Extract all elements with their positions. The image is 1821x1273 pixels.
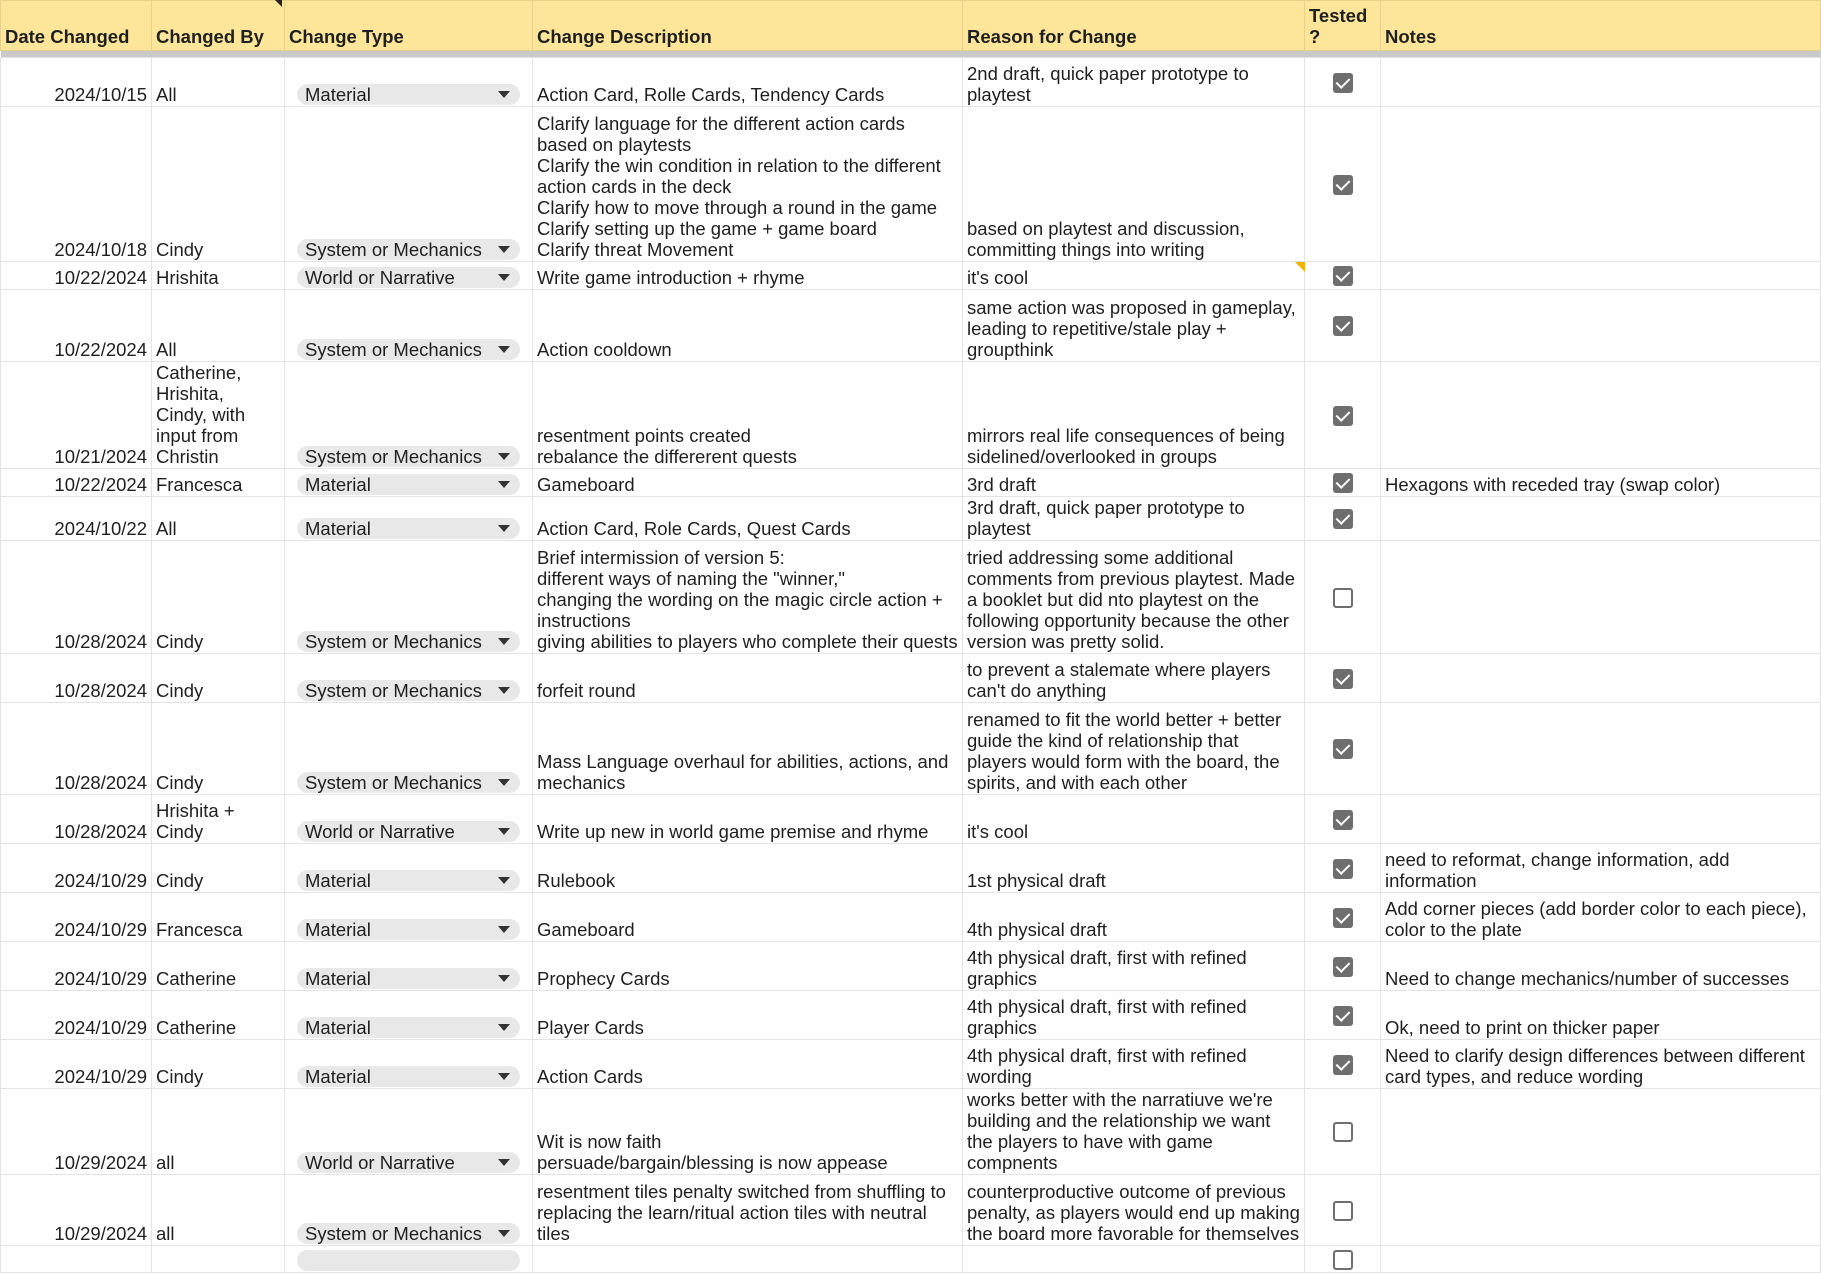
change-type-cell[interactable] xyxy=(285,107,533,262)
reason-for-change-cell[interactable]: 4th physical draft xyxy=(963,893,1305,942)
table-row xyxy=(1,991,1821,1040)
checked-checkbox[interactable] xyxy=(1333,1055,1353,1075)
notes-cell[interactable]: Hexagons with receded tray (swap color) xyxy=(1381,469,1821,497)
change-type-dropdown[interactable] xyxy=(297,968,520,989)
changed-by-cell[interactable]: Cindy xyxy=(152,654,285,703)
change-type-dropdown[interactable] xyxy=(297,1152,520,1173)
change-description-cell[interactable]: Wit is now faith persuade/bargain/blessing is now appease xyxy=(533,1089,963,1175)
date-changed-cell[interactable]: 10/28/2024 xyxy=(1,654,152,703)
header-reason-for-change[interactable]: Reason for Change xyxy=(963,1,1305,51)
date-changed-cell[interactable]: 10/29/2024 xyxy=(1,1175,152,1246)
checked-checkbox[interactable] xyxy=(1333,739,1353,759)
notes-cell[interactable] xyxy=(1381,290,1821,362)
notes-cell[interactable] xyxy=(1381,107,1821,262)
changed-by-cell[interactable]: Francesca xyxy=(152,469,285,497)
tested-cell[interactable] xyxy=(1305,893,1381,942)
table-row xyxy=(1,1089,1821,1175)
change-type-cell[interactable] xyxy=(285,1089,533,1175)
header-change-description[interactable]: Change Description xyxy=(533,1,963,51)
table-row xyxy=(1,795,1821,844)
dropdown-caret-icon[interactable] xyxy=(498,975,510,982)
change-type-value: Material xyxy=(305,1017,371,1038)
checked-checkbox[interactable] xyxy=(1333,509,1353,529)
notes-cell[interactable]: Need to clarify design differences between different card types, and reduce wording xyxy=(1381,1040,1821,1089)
changed-by-cell[interactable]: Cindy xyxy=(152,1040,285,1089)
notes-cell[interactable]: Need to change mechanics/number of successes xyxy=(1381,942,1821,991)
change-type-value: System or Mechanics xyxy=(305,1223,482,1244)
change-description-cell[interactable]: Prophecy Cards xyxy=(533,942,963,991)
tested-cell[interactable] xyxy=(1305,497,1381,541)
change-type-dropdown[interactable] xyxy=(297,680,520,701)
reason-for-change-cell[interactable]: 1st physical draft xyxy=(963,844,1305,893)
change-type-dropdown[interactable] xyxy=(297,267,520,288)
date-changed-cell[interactable]: 10/22/2024 xyxy=(1,262,152,290)
change-type-cell[interactable] xyxy=(285,262,533,290)
change-type-value: System or Mechanics xyxy=(305,680,482,701)
unchecked-checkbox[interactable] xyxy=(1333,1250,1353,1270)
tested-cell[interactable] xyxy=(1305,1089,1381,1175)
change-description-cell[interactable]: Write game introduction + rhyme xyxy=(533,262,963,290)
change-description-cell[interactable]: resentment tiles penalty switched from shuffling to replacing the learn/ritual action tiles with neutral tiles xyxy=(533,1175,963,1246)
change-description-cell[interactable]: Action Card, Rolle Cards, Tendency Cards xyxy=(533,58,963,107)
reason-for-change-cell[interactable]: 3rd draft xyxy=(963,469,1305,497)
dropdown-caret-icon[interactable] xyxy=(498,481,510,488)
changed-by-cell[interactable]: Hrishita + Cindy xyxy=(152,795,285,844)
empty-cell[interactable] xyxy=(1,1246,152,1273)
table-row xyxy=(1,262,1821,290)
cell-comment-indicator-icon xyxy=(1295,262,1305,272)
notes-cell[interactable] xyxy=(1381,654,1821,703)
changed-by-cell[interactable]: Catherine xyxy=(152,942,285,991)
empty-cell[interactable] xyxy=(963,1246,1305,1273)
header-change-type[interactable]: Change Type xyxy=(285,1,533,51)
tested-cell[interactable] xyxy=(1305,844,1381,893)
date-changed-cell[interactable]: 2024/10/29 xyxy=(1,1040,152,1089)
change-type-cell[interactable] xyxy=(285,1040,533,1089)
change-type-cell[interactable] xyxy=(285,58,533,107)
checked-checkbox[interactable] xyxy=(1333,266,1353,286)
checked-checkbox[interactable] xyxy=(1333,908,1353,928)
change-type-value: Material xyxy=(305,474,371,495)
change-description-cell[interactable]: forfeit round xyxy=(533,654,963,703)
change-type-value: Material xyxy=(305,968,371,989)
dropdown-caret-icon[interactable] xyxy=(498,877,510,884)
tested-cell[interactable] xyxy=(1305,541,1381,654)
tested-cell[interactable] xyxy=(1305,107,1381,262)
changed-by-cell[interactable]: Cindy xyxy=(152,541,285,654)
changed-by-cell[interactable]: Cindy xyxy=(152,844,285,893)
change-description-cell[interactable]: Action Card, Role Cards, Quest Cards xyxy=(533,497,963,541)
table-row xyxy=(1,58,1821,107)
table-row xyxy=(1,1175,1821,1246)
empty-cell[interactable] xyxy=(152,1246,285,1273)
tested-cell[interactable] xyxy=(1305,991,1381,1040)
change-type-cell[interactable] xyxy=(285,654,533,703)
table-row-partial xyxy=(1,1246,1821,1273)
tested-cell[interactable] xyxy=(1305,1175,1381,1246)
change-description-cell[interactable]: Rulebook xyxy=(533,844,963,893)
change-type-dropdown[interactable] xyxy=(297,631,520,652)
notes-cell[interactable]: need to reformat, change information, add information xyxy=(1381,844,1821,893)
change-type-dropdown[interactable] xyxy=(297,518,520,539)
dropdown-caret-icon[interactable] xyxy=(498,1024,510,1031)
table-row xyxy=(1,290,1821,362)
change-type-value: Material xyxy=(305,84,371,105)
date-changed-cell[interactable]: 10/28/2024 xyxy=(1,703,152,795)
reason-for-change-cell[interactable]: tried addressing some additional comments from previous playtest. Made a booklet but did nto playtest on the following opportunity because the other version was pretty solid. xyxy=(963,541,1305,654)
header-date-changed[interactable]: Date Changed xyxy=(1,1,152,51)
notes-cell[interactable]: Ok, need to print on thicker paper xyxy=(1381,991,1821,1040)
dropdown-caret-icon[interactable] xyxy=(498,246,510,253)
table-row xyxy=(1,107,1821,262)
date-changed-cell[interactable]: 10/22/2024 xyxy=(1,469,152,497)
tested-cell[interactable] xyxy=(1305,469,1381,497)
dropdown-caret-icon[interactable] xyxy=(498,926,510,933)
change-type-cell[interactable] xyxy=(285,497,533,541)
change-description-cell[interactable]: Gameboard xyxy=(533,469,963,497)
change-type-value: Material xyxy=(305,1066,371,1087)
checked-checkbox[interactable] xyxy=(1333,316,1353,336)
change-type-dropdown[interactable] xyxy=(297,1250,520,1271)
checked-checkbox[interactable] xyxy=(1333,73,1353,93)
changed-by-cell[interactable]: All xyxy=(152,58,285,107)
tested-cell[interactable] xyxy=(1305,58,1381,107)
dropdown-caret-icon[interactable] xyxy=(498,638,510,645)
checked-checkbox[interactable] xyxy=(1333,175,1353,195)
notes-cell[interactable] xyxy=(1381,1089,1821,1175)
dropdown-caret-icon[interactable] xyxy=(498,91,510,98)
changed-by-cell[interactable]: All xyxy=(152,290,285,362)
changed-by-cell[interactable]: Francesca xyxy=(152,893,285,942)
reason-for-change-cell[interactable]: it's cool xyxy=(963,262,1305,290)
changed-by-cell[interactable]: Catherine, Hrishita, Cindy, with input from Christin xyxy=(152,362,285,469)
change-description-cell[interactable]: Action Cards xyxy=(533,1040,963,1089)
tested-cell[interactable] xyxy=(1305,942,1381,991)
table-row xyxy=(1,654,1821,703)
reason-for-change-cell[interactable]: mirrors real life consequences of being sidelined/overlooked in groups xyxy=(963,362,1305,469)
change-type-value: Material xyxy=(305,518,371,539)
change-type-cell[interactable] xyxy=(285,942,533,991)
date-changed-cell[interactable]: 2024/10/15 xyxy=(1,58,152,107)
change-type-dropdown[interactable] xyxy=(297,339,520,360)
date-changed-cell[interactable]: 10/22/2024 xyxy=(1,290,152,362)
change-description-cell[interactable]: Gameboard xyxy=(533,893,963,942)
tested-cell[interactable] xyxy=(1305,703,1381,795)
checked-checkbox[interactable] xyxy=(1333,1006,1353,1026)
date-changed-cell[interactable]: 2024/10/29 xyxy=(1,942,152,991)
header-tested[interactable]: Tested ? xyxy=(1305,1,1381,51)
changed-by-cell[interactable]: all xyxy=(152,1089,285,1175)
checked-checkbox[interactable] xyxy=(1333,810,1353,830)
notes-cell[interactable] xyxy=(1381,362,1821,469)
checked-checkbox[interactable] xyxy=(1333,473,1353,493)
change-type-dropdown[interactable] xyxy=(297,1223,520,1244)
header-changed-by[interactable]: Changed By xyxy=(152,1,285,51)
reason-for-change-cell[interactable]: based on playtest and discussion, committing things into writing xyxy=(963,107,1305,262)
change-description-cell[interactable]: Clarify language for the different action cards based on playtests Clarify the win condition in relation to the different action cards in the deck Clarify how to move through a round in the game Clarify setting up the game + game board Clarify threat Movement xyxy=(533,107,963,262)
dropdown-caret-icon[interactable] xyxy=(498,828,510,835)
notes-cell[interactable] xyxy=(1381,795,1821,844)
change-type-cell[interactable] xyxy=(285,290,533,362)
tested-cell[interactable] xyxy=(1305,362,1381,469)
reason-for-change-cell[interactable]: it's cool xyxy=(963,795,1305,844)
change-type-cell[interactable] xyxy=(285,1175,533,1246)
change-description-cell[interactable]: Brief intermission of version 5: different ways of naming the "winner," changing the wording on the magic circle action + instructions giving abilities to players who complete their quests xyxy=(533,541,963,654)
change-type-cell[interactable] xyxy=(285,541,533,654)
table-row xyxy=(1,942,1821,991)
changed-by-cell[interactable]: All xyxy=(152,497,285,541)
change-description-cell[interactable]: Action cooldown xyxy=(533,290,963,362)
date-changed-cell[interactable]: 10/28/2024 xyxy=(1,795,152,844)
change-type-cell[interactable] xyxy=(285,362,533,469)
change-type-value: System or Mechanics xyxy=(305,772,482,793)
change-type-dropdown[interactable] xyxy=(297,870,520,891)
notes-cell[interactable] xyxy=(1381,497,1821,541)
empty-cell[interactable] xyxy=(1305,1246,1381,1273)
dropdown-caret-icon[interactable] xyxy=(498,779,510,786)
checked-checkbox[interactable] xyxy=(1333,957,1353,977)
table-row xyxy=(1,362,1821,469)
reason-for-change-cell[interactable]: renamed to fit the world better + better guide the kind of relationship that players would form with the board, the spirits, and with each other xyxy=(963,703,1305,795)
date-changed-cell[interactable]: 2024/10/18 xyxy=(1,107,152,262)
reason-for-change-cell[interactable]: counterproductive outcome of previous penalty, as players would end up making the board more favorable for themselves xyxy=(963,1175,1305,1246)
change-type-dropdown[interactable] xyxy=(297,919,520,940)
notes-cell[interactable] xyxy=(1381,703,1821,795)
header-notes[interactable]: Notes xyxy=(1381,1,1821,51)
date-changed-cell[interactable]: 2024/10/29 xyxy=(1,844,152,893)
change-description-cell[interactable]: Write up new in world game premise and rhyme xyxy=(533,795,963,844)
change-type-value: World or Narrative xyxy=(305,1152,455,1173)
unchecked-checkbox[interactable] xyxy=(1333,1122,1353,1142)
unchecked-checkbox[interactable] xyxy=(1333,1201,1353,1221)
change-type-value: Material xyxy=(305,919,371,940)
table-row xyxy=(1,844,1821,893)
change-type-value: System or Mechanics xyxy=(305,239,482,260)
date-changed-cell[interactable]: 2024/10/29 xyxy=(1,893,152,942)
date-changed-cell[interactable]: 10/29/2024 xyxy=(1,1089,152,1175)
date-changed-cell[interactable]: 2024/10/22 xyxy=(1,497,152,541)
table-row xyxy=(1,469,1821,497)
changed-by-cell[interactable]: Cindy xyxy=(152,703,285,795)
changed-by-cell[interactable]: Hrishita xyxy=(152,262,285,290)
change-type-cell[interactable] xyxy=(285,893,533,942)
table-row xyxy=(1,893,1821,942)
tested-cell[interactable] xyxy=(1305,262,1381,290)
table-row xyxy=(1,497,1821,541)
change-type-dropdown[interactable] xyxy=(297,84,520,105)
empty-cell[interactable] xyxy=(533,1246,963,1273)
change-type-cell[interactable] xyxy=(285,844,533,893)
dropdown-caret-icon[interactable] xyxy=(498,453,510,460)
change-type-dropdown[interactable] xyxy=(297,1066,520,1087)
change-type-dropdown[interactable] xyxy=(297,446,520,467)
date-changed-cell[interactable]: 10/21/2024 xyxy=(1,362,152,469)
change-type-value: World or Narrative xyxy=(305,267,455,288)
change-type-cell[interactable] xyxy=(285,469,533,497)
notes-cell[interactable] xyxy=(1381,541,1821,654)
change-type-value: World or Narrative xyxy=(305,821,455,842)
change-type-value: System or Mechanics xyxy=(305,339,482,360)
reason-for-change-cell[interactable]: to prevent a stalemate where players can't do anything xyxy=(963,654,1305,703)
change-type-dropdown[interactable] xyxy=(297,772,520,793)
notes-cell[interactable] xyxy=(1381,58,1821,107)
checked-checkbox[interactable] xyxy=(1333,406,1353,426)
changed-by-cell[interactable]: all xyxy=(152,1175,285,1246)
change-type-dropdown[interactable] xyxy=(297,239,520,260)
reason-for-change-cell[interactable]: 2nd draft, quick paper prototype to playtest xyxy=(963,58,1305,107)
change-type-dropdown[interactable] xyxy=(297,474,520,495)
tested-cell[interactable] xyxy=(1305,654,1381,703)
change-type-cell[interactable] xyxy=(285,795,533,844)
reason-for-change-cell[interactable]: same action was proposed in gameplay, leading to repetitive/stale play + groupthink xyxy=(963,290,1305,362)
reason-for-change-cell[interactable]: 3rd draft, quick paper prototype to playtest xyxy=(963,497,1305,541)
checked-checkbox[interactable] xyxy=(1333,859,1353,879)
change-type-value: System or Mechanics xyxy=(305,631,482,652)
frozen-row-divider[interactable] xyxy=(1,51,1821,58)
changed-by-cell[interactable]: Cindy xyxy=(152,107,285,262)
date-changed-cell[interactable]: 2024/10/29 xyxy=(1,991,152,1040)
notes-cell[interactable] xyxy=(1381,1175,1821,1246)
notes-cell[interactable]: Add corner pieces (add border color to each piece), color to the plate xyxy=(1381,893,1821,942)
empty-cell[interactable] xyxy=(285,1246,533,1273)
tested-cell[interactable] xyxy=(1305,290,1381,362)
dropdown-caret-icon[interactable] xyxy=(498,525,510,532)
table-row xyxy=(1,1040,1821,1089)
dropdown-caret-icon[interactable] xyxy=(498,687,510,694)
table-row xyxy=(1,703,1821,795)
changed-by-cell[interactable]: Catherine xyxy=(152,991,285,1040)
change-description-cell[interactable]: Mass Language overhaul for abilities, actions, and mechanics xyxy=(533,703,963,795)
change-description-cell[interactable]: Player Cards xyxy=(533,991,963,1040)
dropdown-caret-icon[interactable] xyxy=(498,1073,510,1080)
empty-cell[interactable] xyxy=(1381,1246,1821,1273)
dropdown-caret-icon[interactable] xyxy=(498,1230,510,1237)
table-row xyxy=(1,541,1821,654)
date-changed-cell[interactable]: 10/28/2024 xyxy=(1,541,152,654)
reason-for-change-cell[interactable]: 4th physical draft, first with refined wording xyxy=(963,1040,1305,1089)
tested-cell[interactable] xyxy=(1305,795,1381,844)
notes-cell[interactable] xyxy=(1381,262,1821,290)
change-type-cell[interactable] xyxy=(285,991,533,1040)
change-type-value: Material xyxy=(305,870,371,891)
header-row xyxy=(1,1,1821,51)
reason-for-change-cell[interactable]: 4th physical draft, first with refined graphics xyxy=(963,991,1305,1040)
checked-checkbox[interactable] xyxy=(1333,669,1353,689)
change-description-cell[interactable]: resentment points created rebalance the differerent quests xyxy=(533,362,963,469)
change-type-dropdown[interactable] xyxy=(297,1017,520,1038)
change-type-dropdown[interactable] xyxy=(297,821,520,842)
tested-cell[interactable] xyxy=(1305,1040,1381,1089)
unchecked-checkbox[interactable] xyxy=(1333,588,1353,608)
change-type-value: System or Mechanics xyxy=(305,446,482,467)
dropdown-caret-icon[interactable] xyxy=(498,274,510,281)
dropdown-caret-icon[interactable] xyxy=(498,346,510,353)
reason-for-change-cell[interactable]: works better with the narratiuve we're building and the relationship we want the players to have with game compnents xyxy=(963,1089,1305,1175)
change-type-cell[interactable] xyxy=(285,703,533,795)
reason-for-change-cell[interactable]: 4th physical draft, first with refined graphics xyxy=(963,942,1305,991)
header-comment-indicator-icon xyxy=(275,0,282,7)
dropdown-caret-icon[interactable] xyxy=(498,1159,510,1166)
